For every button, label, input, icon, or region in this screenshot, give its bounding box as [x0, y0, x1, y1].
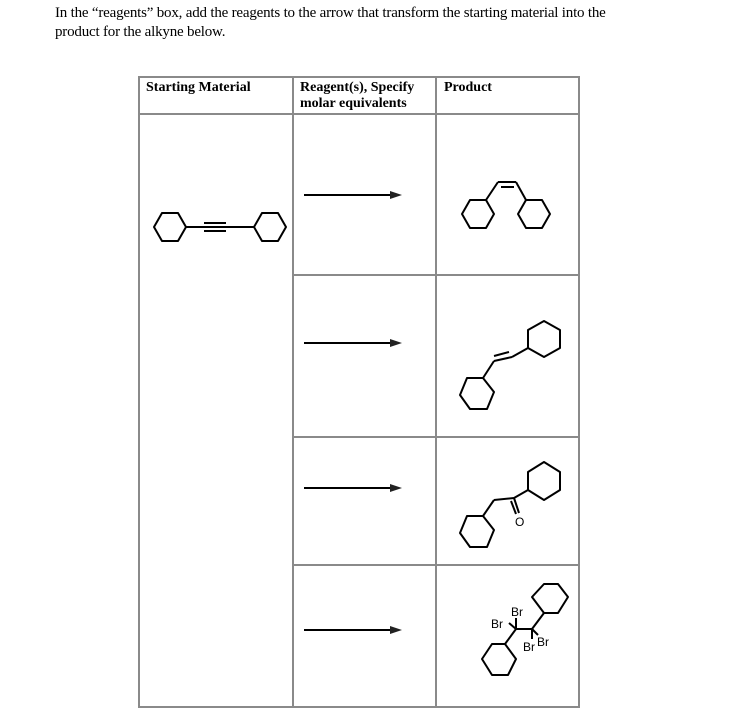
starting-material-structure: [152, 204, 288, 250]
product-4-tetrabromide: [460, 579, 570, 691]
header-starting-material: Starting Material: [146, 80, 251, 95]
bromine-label-3: Br: [537, 635, 549, 649]
table-border-left: [138, 76, 140, 708]
product-3-ketone: [456, 458, 566, 563]
bromine-label-1: Br: [511, 605, 523, 619]
table-border-bottom: [138, 706, 580, 708]
bromine-label-4: Br: [523, 640, 535, 654]
reaction-arrow-icon: [304, 483, 404, 493]
header-reagents-line-2: molar equivalents: [300, 96, 407, 111]
instructions: [55, 4, 695, 42]
table-border-top: [138, 76, 580, 78]
ketone-structure-icon: [456, 458, 566, 563]
header-reagents: [300, 80, 414, 112]
reaction-table: [138, 76, 580, 708]
alkyne-structure-icon: [152, 204, 288, 250]
table-border-right: [578, 76, 580, 708]
instructions-line-2: product for the alkyne below.: [55, 24, 226, 40]
table-border-col2: [435, 76, 437, 708]
header-reagents-line-1: Reagent(s), Specify: [300, 80, 415, 95]
header-product: Product: [444, 80, 492, 95]
cis-alkene-structure-icon: [460, 166, 560, 236]
bromine-label-2: Br: [491, 617, 503, 631]
reagent-slot-2[interactable]: [294, 276, 435, 436]
tetrabromide-structure-icon: [460, 579, 570, 691]
reaction-arrow-icon: [304, 338, 404, 348]
product-1-cis-alkene: [460, 166, 560, 236]
oxygen-label: O: [515, 515, 525, 529]
product-2-trans-alkene: [456, 316, 566, 416]
reagent-slot-3[interactable]: [294, 438, 435, 564]
trans-alkene-structure-icon: [456, 316, 566, 416]
reagent-slot-1[interactable]: [294, 115, 435, 274]
reaction-arrow-icon: [304, 190, 404, 200]
reaction-arrow-icon: [304, 625, 404, 635]
reagent-slot-4[interactable]: [294, 566, 435, 706]
instructions-line-1: In the “reagents” box, add the reagents to the arrow that transform the starting material into the: [55, 5, 606, 21]
